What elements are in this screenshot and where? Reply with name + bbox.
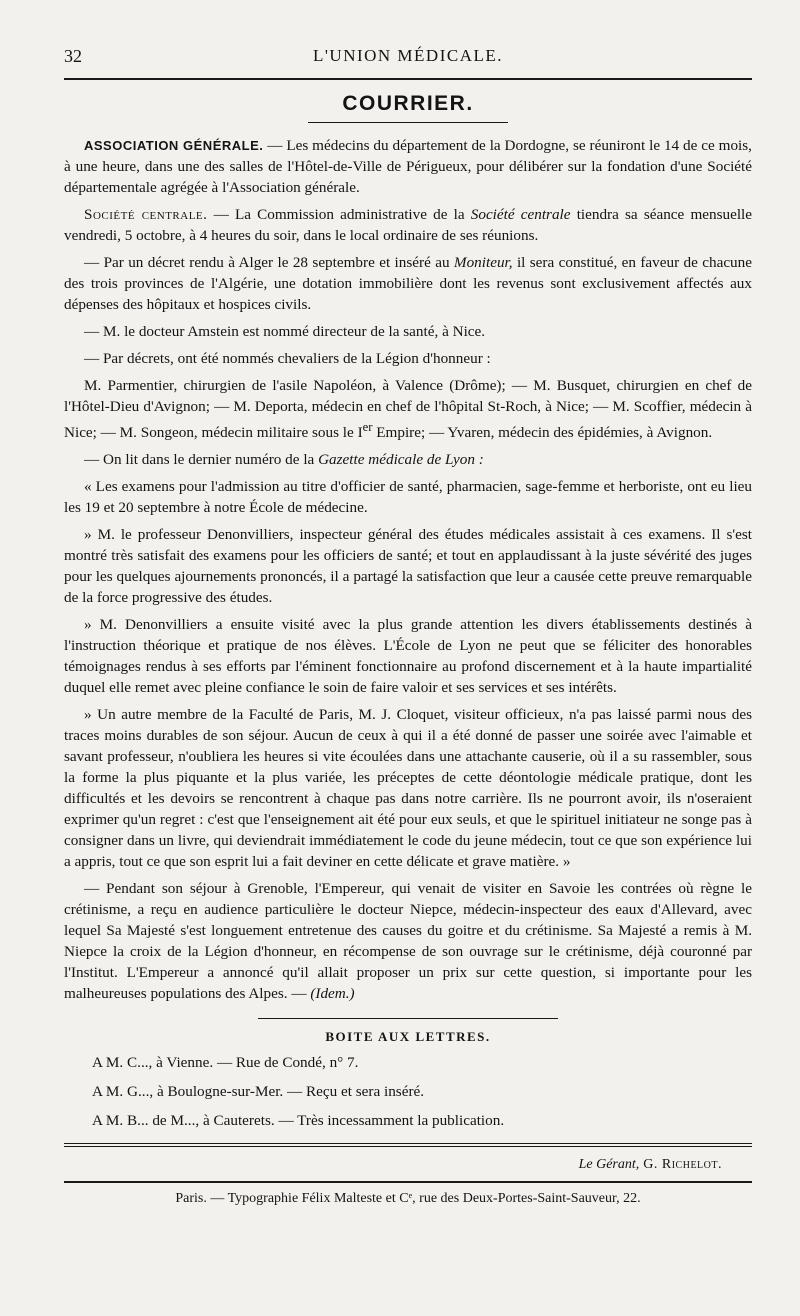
paragraph-amstein: — M. le docteur Amstein est nommé directeur de la santé, à Nice. <box>84 323 486 340</box>
paragraph-legion-list <box>64 375 752 443</box>
letter-item: A M. B... de M..., à Cauterets. — Très incessamment la publication. <box>92 1112 505 1130</box>
decret-text-2: il sera constitué, en faveur de chacune des trois provinces de l'Algérie, une dotation immobilière dont les revenus sont exclusivement affectés aux dépenses des hôpitaux et hospices civils. <box>64 254 752 313</box>
paragraph-decret <box>64 252 752 315</box>
letter-item: A M. C..., à Vienne. — Rue de Condé, n° 7. <box>92 1054 359 1072</box>
association-text: — Les médecins du département de la Dordogne, se réuniront le 14 de ce mois, à une heure, dans une des salles de l'Hôtel-de-Ville de Périgueux, pour délibérer sur la fondation d'une Société départementale agrégée à l'Association générale. <box>64 137 752 196</box>
header-rule <box>64 78 752 80</box>
gerant-name: G. Richelot. <box>639 1157 722 1173</box>
paragraph-legion-intro: — Par décrets, ont été nommés chevaliers de la Légion d'honneur : <box>84 350 491 367</box>
page-header <box>64 46 752 72</box>
gerant-signature <box>64 1157 722 1173</box>
legion-list-text-2: Empire; — Yvaren, médecin des épidémies, à Avignon. <box>372 424 713 442</box>
section-title: COURRIER. <box>342 92 474 115</box>
paragraph-gazette <box>64 449 752 470</box>
paragraph-societe <box>64 204 752 246</box>
gerant-label: Le Gérant, <box>578 1157 640 1173</box>
grenoble-text: — Pendant son séjour à Grenoble, l'Empereur, qui venait de visiter en Savoie les contrées où règne le crétinisme, a reçu en audience particulière le docteur Niepce, médecin-inspecteur des eaux d'Allevard, avec lequel Sa Majesté s'est longuement entretenue des causes du goitre et du crétinisme. Sa Majesté a remis à M. Niepce la croix de la Légion d'honneur, en récompense de son ouvrage sur le crétinisme, déjà couronné par l'Institut. L'Empereur a annoncé qu'il allait proposer un prix sur cette question, si importante pour les malheureuses populations des Alpes. — <box>64 880 752 1003</box>
association-lead: ASSOCIATION GÉNÉRALE. <box>84 138 264 153</box>
grenoble-emphasis: (Idem.) <box>310 985 355 1003</box>
societe-emphasis: Société centrale <box>470 206 571 223</box>
printer-imprint: Paris. — Typographie Félix Malteste et Cᵉ, rue des Deux-Portes-Saint-Sauveur, 22. <box>175 1191 641 1207</box>
decret-emphasis: Moniteur, <box>453 254 513 271</box>
footer-double-rule <box>64 1143 752 1147</box>
societe-lead: Société centrale. <box>84 206 208 223</box>
title-rule <box>308 122 508 123</box>
quote-paragraph-3: » M. Denonvilliers a ensuite visité avec la plus grande attention les divers établissements destinés à l'instruction théorique et pratique de nos élèves. L'École de Lyon ne peut que se féliciter des honorables témoignages rendus à ses efforts par l'éminent fonctionnaire au profond discernement et à la haute impartialité duquel elle remet avec pleine confiance le soin de faire valoir et ses services et ses intérêts. <box>64 616 752 697</box>
paragraph-grenoble <box>64 878 752 1004</box>
quote-paragraph-1: « Les examens pour l'admission au titre d'officier de santé, pharmacien, sage-femme et herboriste, ont eu lieu les 19 et 20 septembre à notre École de médecine. <box>64 478 752 517</box>
page-number: 32 <box>64 46 82 66</box>
quote-paragraph-2: » M. le professeur Denonvilliers, inspecteur général des études médicales assistait à ces examens. Il s'est montré très satisfait des examens pour les officiers de santé; et tout en applaudissant à la juste sévérité des juges pour les quelques ajournements prononcés, il a partagé la satisfaction que leur a causée cette preuve remarquable de la force progressive des études. <box>64 526 752 607</box>
boite-title: BOITE AUX LETTRES. <box>325 1029 491 1045</box>
quote-paragraph-4: » Un autre membre de la Faculté de Paris, M. J. Cloquet, visiteur officieux, n'a pas laissé parmi nous des traces moins durables de son séjour. Aucun de ceux à qui il a été donné de passer une soirée avec l'aimable et savant professeur, n'oubliera les heures si vite écoulées dans une attachante causerie, où il a su rassembler, sous la forme la plus piquante et la plus variée, les préceptes de cette déontologie médicale pratique, dont les difficultés et les devoirs se rencontrent à chaque pas dans notre carrière. Ils ne pourront avoir, ils n'oseraient exprimer qu'un regret : c'est que l'enseignement ait été pour eux seuls, et que le spirituel initiateur ne songe pas à consigner dans un livre, qui deviendrait immédiatement le code du jeune médecin, tout ce que son expérience lui a appris, tout ce que son esprit lui a fait deviner en cette délicate et grave matière. » <box>64 706 752 871</box>
letter-item: A M. G..., à Boulogne-sur-Mer. — Reçu et sera inséré. <box>92 1083 425 1101</box>
societe-text-1: — La Commission administrative de la <box>207 206 471 223</box>
imprint-rule <box>64 1181 752 1183</box>
legion-list-text-1: M. Parmentier, chirurgien de l'asile Napoléon, à Valence (Drôme); — M. Busquet, chirurgien en chef de l'Hôtel-Dieu d'Avignon; — M. Deporta, médecin en chef de l'hôpital St-Roch, à Nice; — M. Scoffier, médecin à Nice; — M. Songeon, médecin militaire sous le I <box>64 377 752 442</box>
running-title: L'UNION MÉDICALE. <box>312 46 504 65</box>
decret-text-1: — Par un décret rendu à Alger le 28 septembre et inséré au <box>84 254 454 271</box>
gazette-emphasis: Gazette médicale de Lyon : <box>318 451 484 469</box>
boite-separator <box>258 1018 558 1019</box>
paragraph-association <box>64 135 752 198</box>
legion-list-superscript: er <box>362 420 373 434</box>
gazette-text: — On lit dans le dernier numéro de la <box>84 451 319 469</box>
societe-text-2: tiendra sa séance mensuelle vendredi, 5 octobre, à 4 heures du soir, dans le local ordinaire de ses réunions. <box>64 206 753 244</box>
